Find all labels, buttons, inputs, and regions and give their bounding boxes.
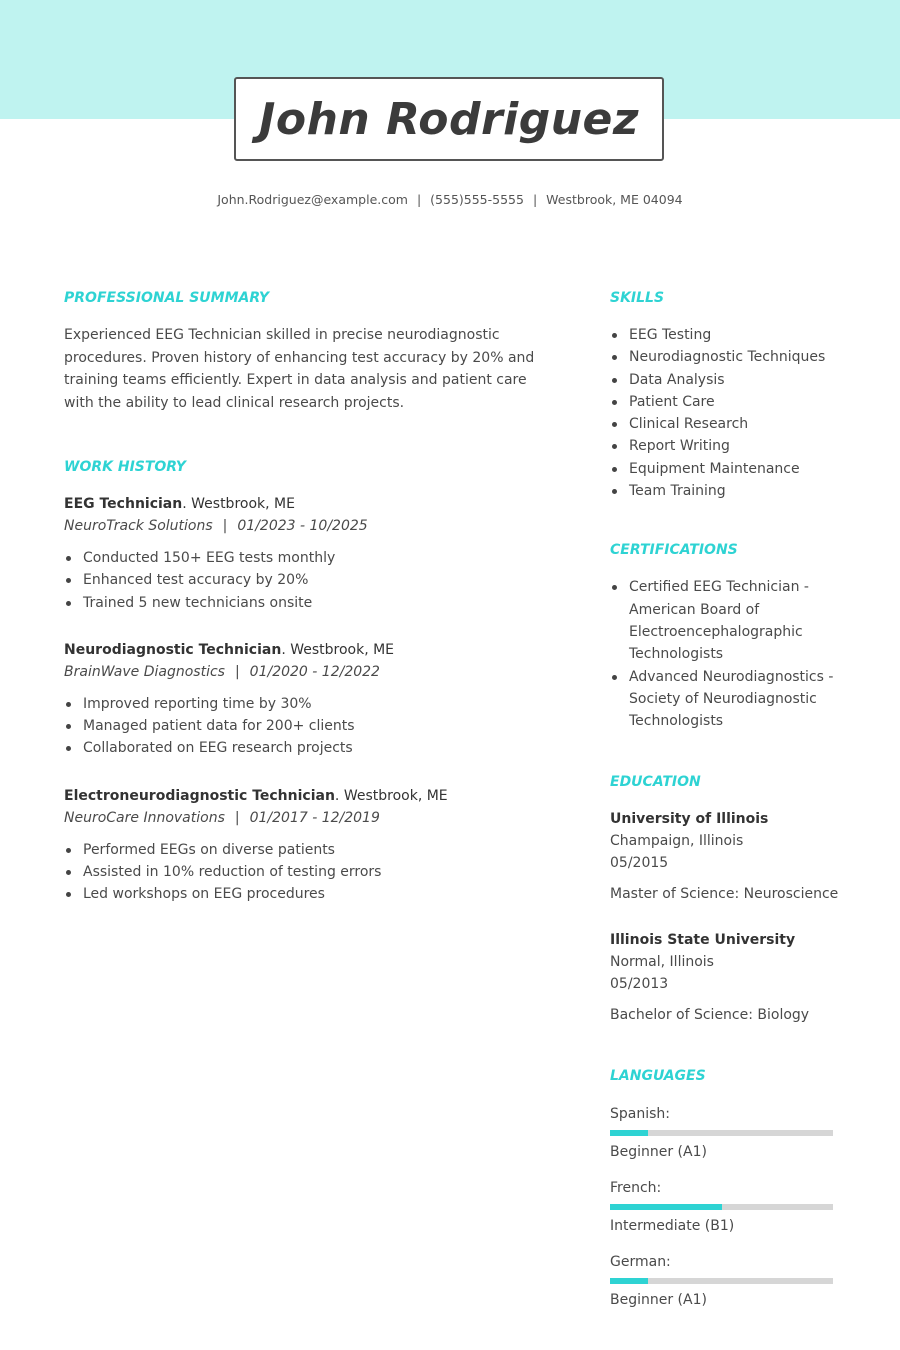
school-place: Champaign, Illinois <box>610 833 744 850</box>
separator: | <box>234 809 240 826</box>
language-level: Beginner (A1) <box>610 1144 707 1161</box>
language-entry <box>610 1104 850 1162</box>
job-location: . Westbrook, ME <box>334 787 448 804</box>
section-title: WORK HISTORY <box>64 459 186 475</box>
list-item: Neurodiagnostic Techniques <box>610 346 850 368</box>
school-name: Illinois State University <box>610 932 796 949</box>
section-title: SKILLS <box>610 290 665 306</box>
job-dates: 01/2020 - 12/2022 <box>249 663 380 680</box>
job-title-line <box>64 639 554 661</box>
list-item: Patient Care <box>610 391 850 413</box>
list-item: Managed patient data for 200+ clients <box>64 715 554 737</box>
graduation-date: 05/2015 <box>610 855 669 872</box>
list-item: Assisted in 10% reduction of testing errors <box>64 861 554 883</box>
contact-line <box>0 192 900 207</box>
language-level: Intermediate (B1) <box>610 1218 735 1235</box>
language-proficiency-fill <box>610 1278 648 1284</box>
language-entry <box>610 1178 850 1236</box>
job-bullets <box>64 693 554 760</box>
school-name: University of Illinois <box>610 811 769 828</box>
degree: Master of Science: Neuroscience <box>610 886 839 903</box>
section-title: EDUCATION <box>610 774 701 791</box>
summary-text: Experienced EEG Technician skilled in precise neurodiagnostic procedures. Proven history of enhancing test accuracy by 20% and training teams efficiently. Expert in data analysis and patient care with the ability to lead clinical research projects. <box>64 327 535 411</box>
education-entry <box>610 808 850 905</box>
phone[interactable]: (555)555-5555 <box>430 192 524 207</box>
skills-section <box>610 290 850 502</box>
language-proficiency-bar <box>610 1130 833 1136</box>
separator: | <box>234 663 240 680</box>
job-role: Neurodiagnostic Technician <box>64 641 282 658</box>
job-company: BrainWave Diagnostics <box>64 663 225 680</box>
list-item: Clinical Research <box>610 413 850 435</box>
separator: | <box>222 518 228 534</box>
job-role: Electroneurodiagnostic Technician <box>64 787 335 804</box>
list-item: Certified EEG Technician - American Board of Electroencephalographic Technologists <box>610 576 850 665</box>
section-title: LANGUAGES <box>610 1068 706 1085</box>
list-item: Performed EEGs on diverse patients <box>64 839 554 861</box>
certifications-list <box>610 576 850 732</box>
language-entry <box>610 1252 850 1310</box>
language-name: French: <box>610 1180 662 1197</box>
job-title-line <box>64 785 554 807</box>
job-location: . Westbrook, ME <box>182 496 295 512</box>
job-company: NeuroCare Innovations <box>64 809 225 826</box>
job-entry <box>64 639 554 760</box>
list-item: Advanced Neurodiagnostics - Society of Neurodiagnostic Technologists <box>610 666 850 733</box>
job-bullets <box>64 547 554 614</box>
list-item: EEG Testing <box>610 324 850 346</box>
education-entry <box>610 929 850 1026</box>
list-item: Equipment Maintenance <box>610 458 850 480</box>
summary-section <box>64 290 554 414</box>
school-place: Normal, Illinois <box>610 954 714 971</box>
work-section <box>64 459 554 906</box>
section-title: PROFESSIONAL SUMMARY <box>64 290 269 306</box>
language-proficiency-bar <box>610 1204 833 1210</box>
degree: Bachelor of Science: Biology <box>610 1007 810 1024</box>
list-item: Enhanced test accuracy by 20% <box>64 569 554 591</box>
candidate-name: John Rodriguez <box>258 93 640 145</box>
name-box <box>234 77 664 161</box>
list-item: Report Writing <box>610 435 850 457</box>
language-proficiency-fill <box>610 1130 648 1136</box>
job-dates: 01/2023 - 10/2025 <box>237 518 368 534</box>
graduation-date: 05/2013 <box>610 976 669 993</box>
list-item: Led workshops on EEG procedures <box>64 883 554 905</box>
job-title-line <box>64 493 554 515</box>
separator: | <box>416 192 422 207</box>
list-item: Improved reporting time by 30% <box>64 693 554 715</box>
job-company-line <box>64 515 554 537</box>
certifications-section <box>610 542 850 732</box>
job-company-line <box>64 661 554 683</box>
email[interactable]: John.Rodriguez@example.com <box>217 192 408 207</box>
language-proficiency-fill <box>610 1204 722 1210</box>
education-section <box>610 774 850 1026</box>
job-company: NeuroTrack Solutions <box>64 518 213 534</box>
separator: | <box>532 192 538 207</box>
job-entry <box>64 785 554 906</box>
section-title: CERTIFICATIONS <box>610 542 738 559</box>
job-role: EEG Technician <box>64 496 183 512</box>
job-company-line <box>64 807 554 829</box>
language-proficiency-bar <box>610 1278 833 1284</box>
job-bullets <box>64 839 554 906</box>
language-name: German: <box>610 1254 671 1271</box>
job-dates: 01/2017 - 12/2019 <box>249 809 380 826</box>
skills-list <box>610 324 850 502</box>
list-item: Conducted 150+ EEG tests monthly <box>64 547 554 569</box>
languages-section <box>610 1068 850 1310</box>
list-item: Collaborated on EEG research projects <box>64 737 554 759</box>
job-location: . Westbrook, ME <box>281 641 395 658</box>
address: Westbrook, ME 04094 <box>546 192 683 207</box>
list-item: Data Analysis <box>610 369 850 391</box>
language-level: Beginner (A1) <box>610 1292 707 1309</box>
language-name: Spanish: <box>610 1106 670 1123</box>
left-column <box>64 290 554 906</box>
job-entry <box>64 493 554 614</box>
right-column <box>610 290 850 1310</box>
list-item: Trained 5 new technicians onsite <box>64 592 554 614</box>
list-item: Team Training <box>610 480 850 502</box>
